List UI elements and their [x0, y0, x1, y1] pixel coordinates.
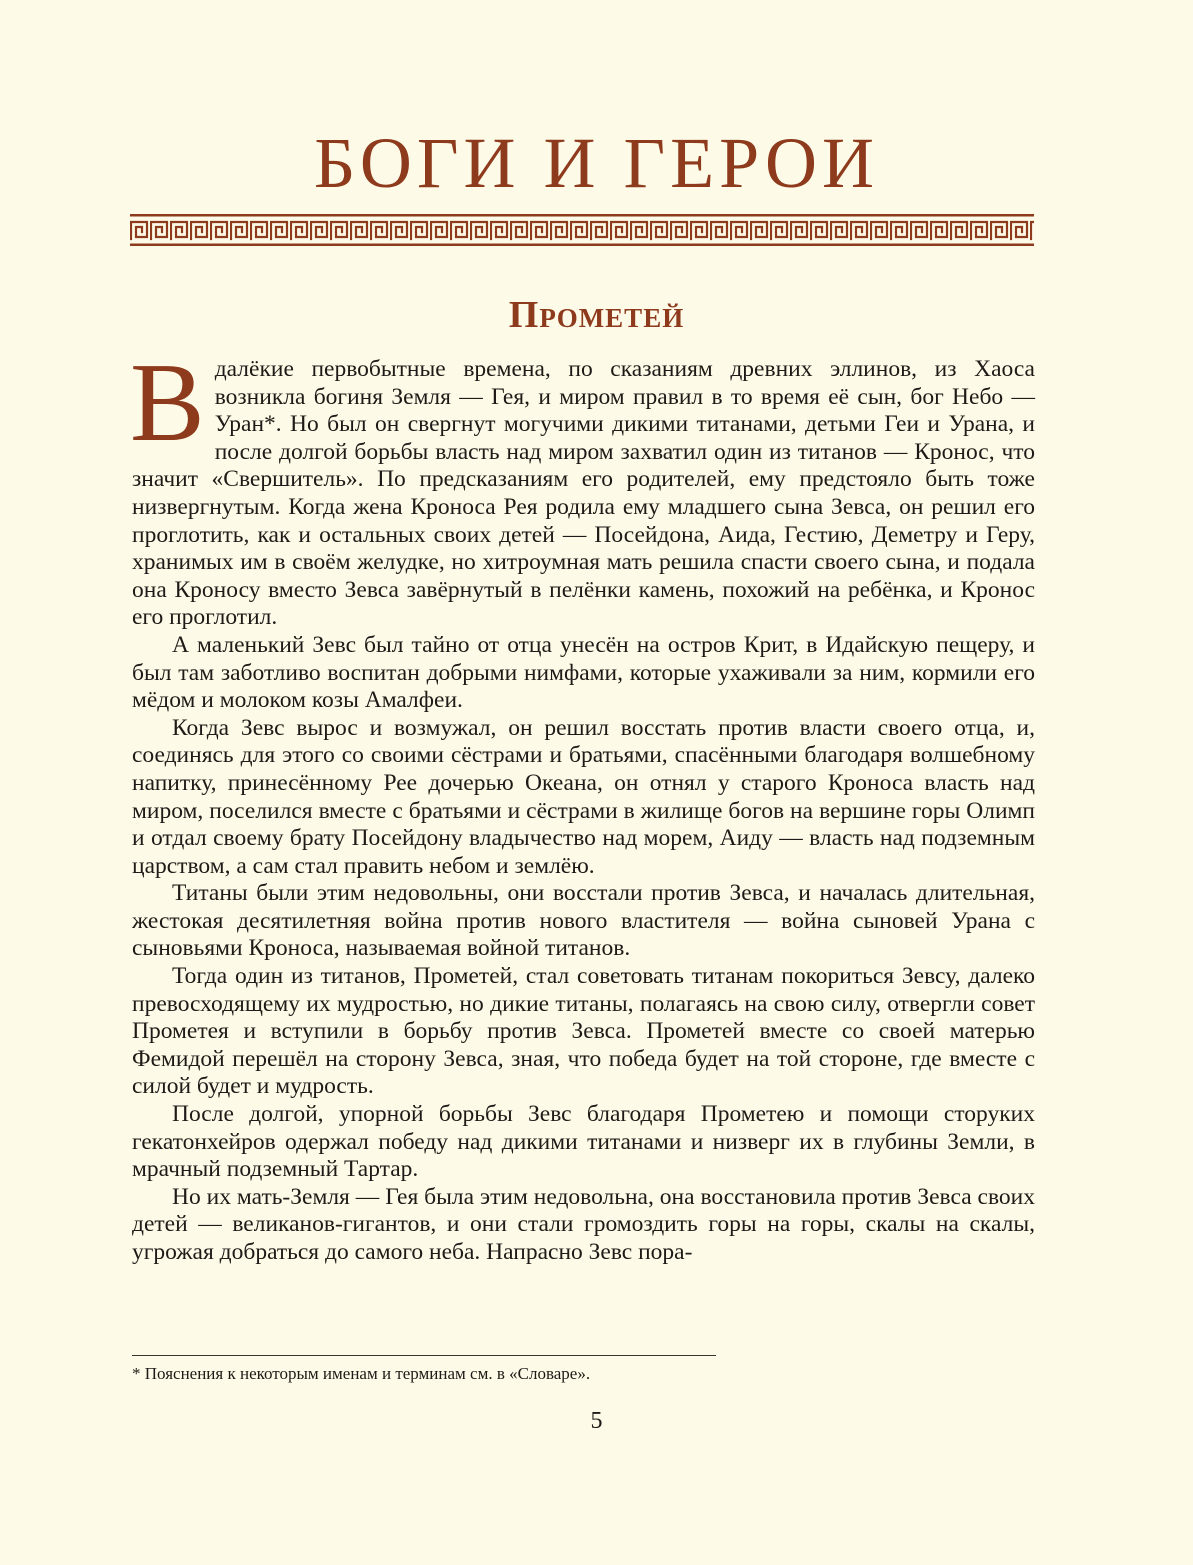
- footnote: * Пояснения к некоторым именам и терминам см. в «Словаре».: [132, 1364, 591, 1383]
- paragraph: Но их мать-Земля — Гея была этим недовольна, она восстановила против Зевса своих детей — великанов-гигантов, и они стали громоздить горы на горы, скалы на скалы, угрожая добраться до самого неба. Напрасно Зевс пора-: [132, 1183, 1035, 1265]
- paragraph: После долгой, упорной борьбы Зевс благодаря Прометею и помощи сторуких гекатонхейров одержал победу над дикими титанами и низверг их в глубины Земли, в мрачный подземный Тартар.: [132, 1101, 1035, 1183]
- paragraph: [130, 341, 1035, 632]
- paragraph-text: далёкие первобытные времена, по сказаниям древних эллинов, из Хаоса возникла богиня Земля — Гея, и миром правил в то время её сын, бог Небо — Уран*. Но был он свергнут могучими дикими титанами, детьми Геи и Урана, и после долгой борьбы власть над миром захватил один из титанов — Кронос, что значит «Свершитель». По предсказаниям его родителей, ему предстояло быть тоже низвергнутым. Когда жена Кроноса Рея родила ему младшего сына Зевса, он решил его проглотить, как и остальных своих детей — Посейдона, Аида, Гестию, Деметру и Геру, хранимых им в своём желудке, но хитроумная мать решила спасти своего сына, и подала она Кроносу вместо Зевса завёрнутый в пелёнки камень, похожий на ребёнка, и Кронос его проглотил.: [132, 356, 1035, 631]
- drop-cap: В: [130, 341, 205, 465]
- paragraph: Тогда один из титанов, Прометей, стал советовать титанам покориться Зевсу, далеко превосходящему их мудростью, но дикие титаны, полагаясь на свою силу, отвергли совет Прометея и вступили в борьбу против Зевса. Прометей вместе со своей матерью Фемидой перешёл на сторону Зевса, зная, что победа будет на той стороне, где вместе с силой будет и мудрость.: [132, 963, 1035, 1100]
- body-text: [130, 341, 1035, 1267]
- chapter-title: БОГИ И ГЕРОИ: [314, 123, 879, 203]
- paragraph: Когда Зевс вырос и возмужал, он решил восстать против власти своего отца, и, соединясь для этого со своими сёстрами и братьями, спасёнными благодаря волшебному напитку, принесённому Рее дочерью Океана, он отнял у старого Кроноса власть над миром, поселился вместе с братьями и сёстрами в жилище богов на вершине горы Олимп и отдал своему брату Посейдону владычество над морем, Аиду — власть над подземным царством, а сам стал править небом и землёю.: [132, 714, 1035, 879]
- greek-key-ornament: [130, 214, 1034, 246]
- paragraph: Титаны были этим недовольны, они восстали против Зевса, и началась длительная, жестокая десятилетняя война против нового властителя — война сыновей Урана с сыновьями Кроноса, называемая войной титанов.: [132, 880, 1035, 962]
- page-number: 5: [590, 1408, 603, 1434]
- section-title: Прометей: [508, 294, 685, 336]
- paragraph: А маленький Зевс был тайно от отца унесён на остров Крит, в Идайскую пещеру, и был там заботливо воспитан добрыми нимфами, которые ухаживали за ним, кормили его мёдом и молоком козы Амалфеи.: [132, 631, 1035, 714]
- footnote-divider: [132, 1355, 716, 1356]
